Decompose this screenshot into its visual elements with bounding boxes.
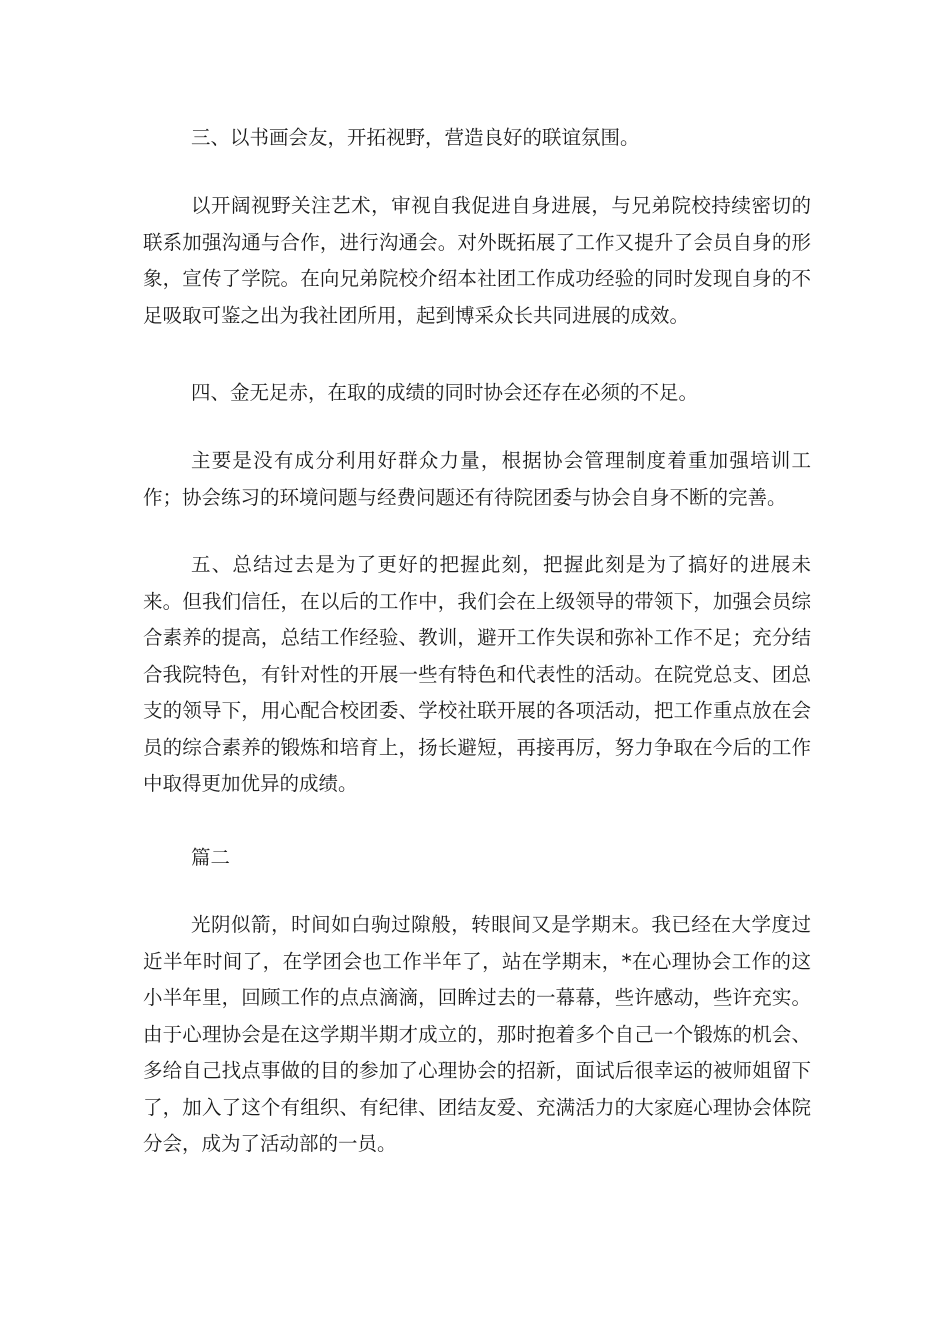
body-paragraph: 光阴似箭，时间如白驹过隙般，转眼间又是学期末。我已经在大学度过近半年时间了，在学团会也工作半年了，站在学期末，*在心理协会工作的这小半年里，回顾工作的点点滴滴，回眸过去的一幕幕，些许感动，些许充实。由于心理协会是在这学期半期才成立的，那时抱着多个自己一个锻炼的机会、多给自己找点事做的目的参加了心理协会的招新，面试后很幸运的被师姐留下了，加入了这个有组织、有纪律、团结友爱、充满活力的大家庭心理协会体院分会，成为了活动部的一员。: [143, 913, 811, 1155]
part-heading: 篇二: [191, 846, 231, 869]
body-paragraph: 主要是没有成分利用好群众力量，根据协会管理制度着重加强培训工作；协会练习的环境问题与经费问题还有待院团委与协会自身不断的完善。: [143, 449, 811, 509]
section-heading-three: 三、以书画会友，开拓视野，营造良好的联谊氛围。: [191, 126, 640, 149]
body-paragraph: 以开阔视野关注艺术，审视自我促进自身进展，与兄弟院校持续密切的联系加强沟通与合作，进行沟通会。对外既拓展了工作又提升了会员自身的形象，宣传了学院。在向兄弟院校介绍本社团工作成功经验的同时发现自身的不足吸取可鉴之出为我社团所用，起到博采众长共同进展的成效。: [143, 194, 811, 327]
section-paragraph-five: 五、总结过去是为了更好的把握此刻，把握此刻是为了搞好的进展未来。但我们信任，在以后的工作中，我们会在上级领导的带领下，加强会员综合素养的提高，总结工作经验、教训，避开工作失误和弥补工作不足；充分结合我院特色，有针对性的开展一些有特色和代表性的活动。在院党总支、团总支的领导下，用心配合校团委、学校社联开展的各项活动，把工作重点放在会员的综合素养的锻炼和培育上，扬长避短，再接再厉，努力争取在今后的工作中取得更加优异的成绩。: [143, 553, 811, 795]
section-heading-four: 四、金无足赤，在取的成绩的同时协会还存在必须的不足。: [191, 381, 699, 404]
